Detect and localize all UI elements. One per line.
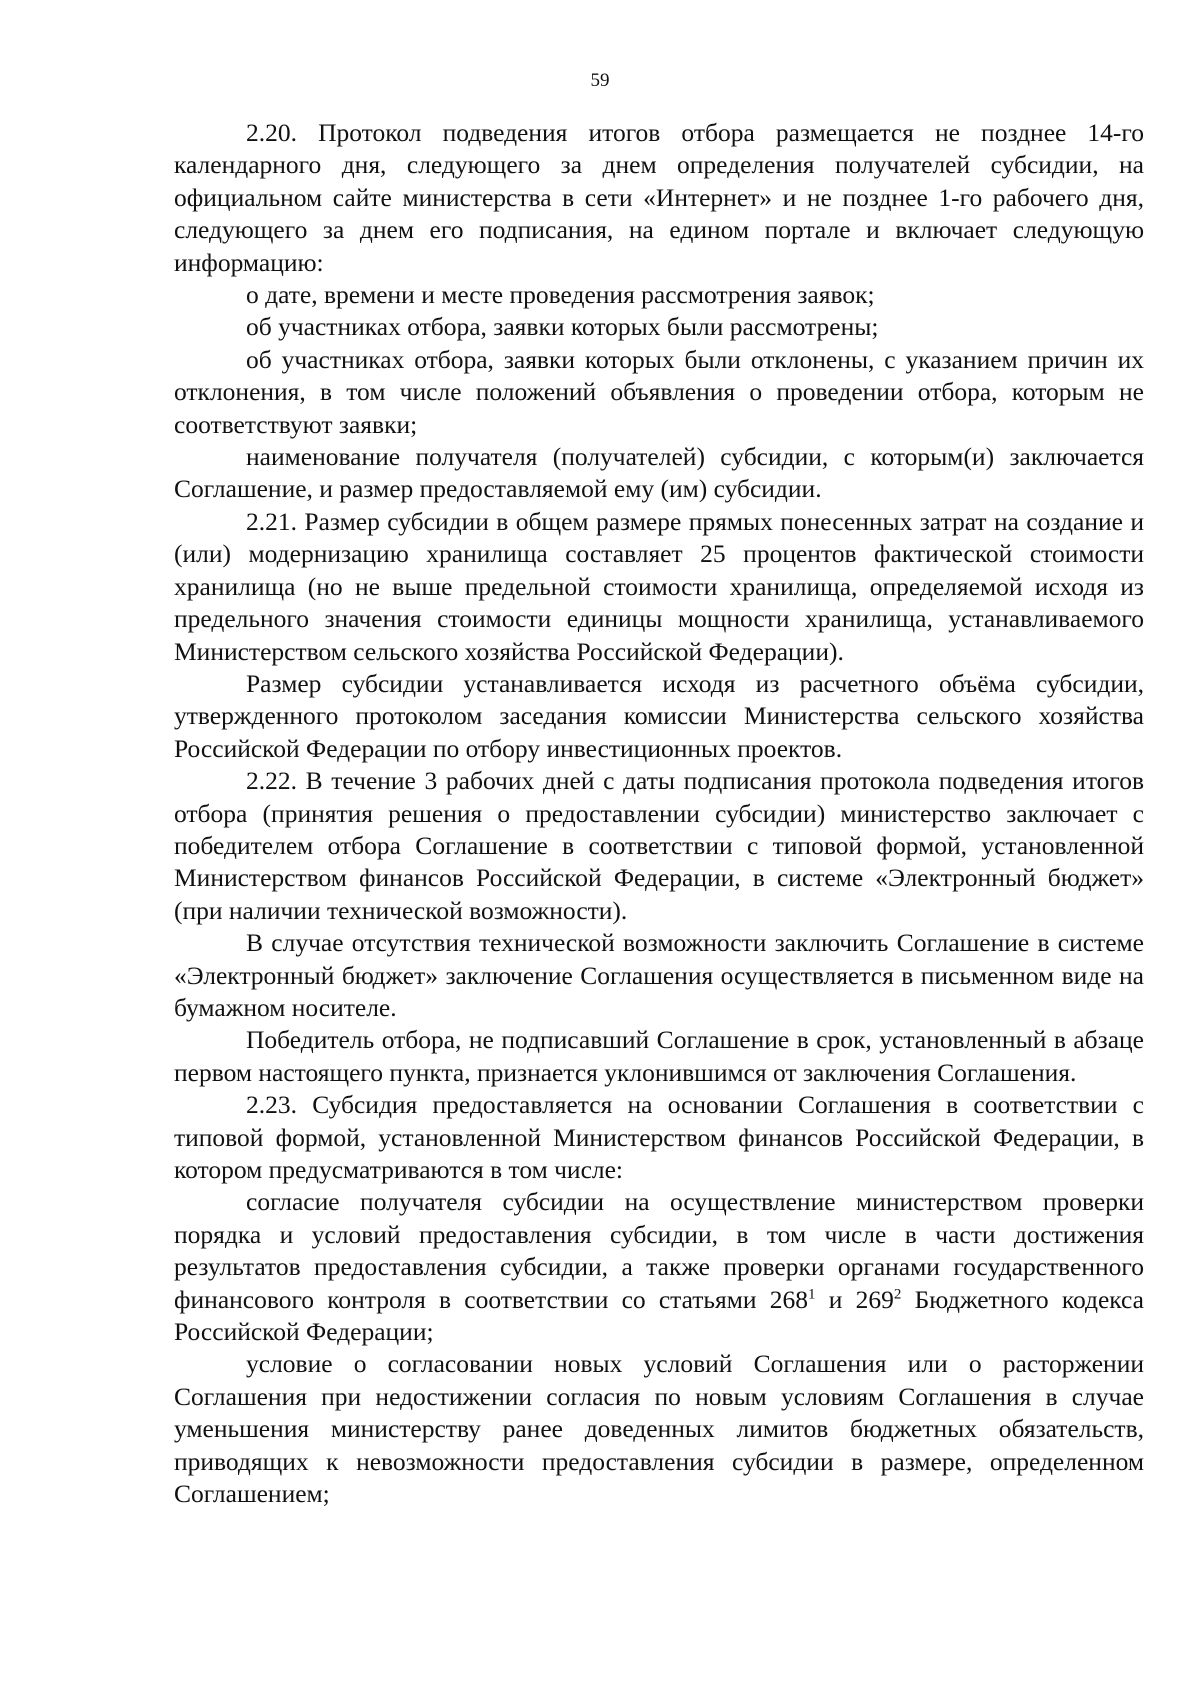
paragraph-list-item: наименование получателя (получателей) субсидии, с которым(и) заключается Соглашение, и размер предоставляемой ему (им) субсидии. xyxy=(174,442,1144,504)
paragraph-list-item: о дате, времени и месте проведения рассмотрения заявок; xyxy=(246,280,875,310)
paragraph-2-21: 2.21. Размер субсидии в общем размере прямых понесенных затрат на создание и (или) модернизацию хранилища составляет 25 процентов фактической стоимости хранилища (но не выше предельной стоимости хранилища, определяемой исходя из предельного значения стоимости единицы мощности хранилища, устанавливаемого Министерством сельского хозяйства Российской Федерации). xyxy=(174,506,1144,666)
document-body xyxy=(174,117,1144,1510)
paragraph-2-20: 2.20. Протокол подведения итогов отбора размещается не позднее 14-го календарного дня, следующего за днем определения получателей субсидии, на официальном сайте министерства в сети «Интернет» и не позднее 1-го рабочего дня, следующего за днем его подписания, на едином портале и включает следующую информацию: xyxy=(174,118,1144,277)
paragraph-2-23: 2.23. Субсидия предоставляется на основании Соглашения в соответствии с типовой формой, установленной Министерством финансов Российской Федерации, в котором предусматриваются в том числе: xyxy=(174,1090,1144,1184)
paragraph-2-22: 2.22. В течение 3 рабочих дней с даты подписания протокола подведения итогов отбора (принятия решения о предоставлении субсидии) министерство заключает с победителем отбора Соглашение в соответствии с типовой формой, установленной Министерством финансов Российской Федерации, в системе «Электронный бюджет» (при наличии технической возможности). xyxy=(174,766,1144,925)
paragraph: В случае отсутствия технической возможности заключить Соглашение в системе «Электронный бюджет» заключение Соглашения осуществляется в письменном виде на бумажном носителе. xyxy=(174,928,1144,1022)
text-span: Бюджетного кодекса Российской Федерации; xyxy=(174,1284,1144,1347)
page-number: 59 xyxy=(590,70,610,91)
paragraph-list-item: об участниках отбора, заявки которых были рассмотрены; xyxy=(246,312,879,342)
paragraph-budget-code xyxy=(174,1186,1144,1348)
text-span: согласие получателя субсидии на осуществление министерством проверки порядка и условий предоставления субсидии, в том числе в части достижения результатов предоставления субсидии, а также проверки органами государственного финансового контроля в соответствии со статьями 268 xyxy=(174,1187,1144,1314)
paragraph: Победитель отбора, не подписавший Соглашение в срок, установленный в абзаце первом настоящего пункта, признается уклонившимся от заключения Соглашения. xyxy=(174,1025,1144,1087)
paragraph: Размер субсидии устанавливается исходя из расчетного объёма субсидии, утвержденного протоколом заседания комиссии Министерства сельского хозяйства Российской Федерации по отбору инвестиционных проектов. xyxy=(174,668,1144,763)
superscript: 2 xyxy=(893,1286,902,1303)
paragraph-list-item: об участниках отбора, заявки которых были отклонены, с указанием причин их отклонения, в том числе положений объявления о проведении отбора, которым не соответствуют заявки; xyxy=(174,344,1144,439)
text-span: и 269 xyxy=(815,1284,894,1314)
superscript: 1 xyxy=(808,1286,816,1303)
paragraph-last: условие о согласовании новых условий Соглашения или о расторжении Соглашения при недостижении согласия по новым условиям Соглашения в случае уменьшения министерству ранее доведенных лимитов бюджетных обязательств, приводящих к невозможности предоставления субсидии в размере, определенном Соглашением; xyxy=(174,1349,1144,1509)
